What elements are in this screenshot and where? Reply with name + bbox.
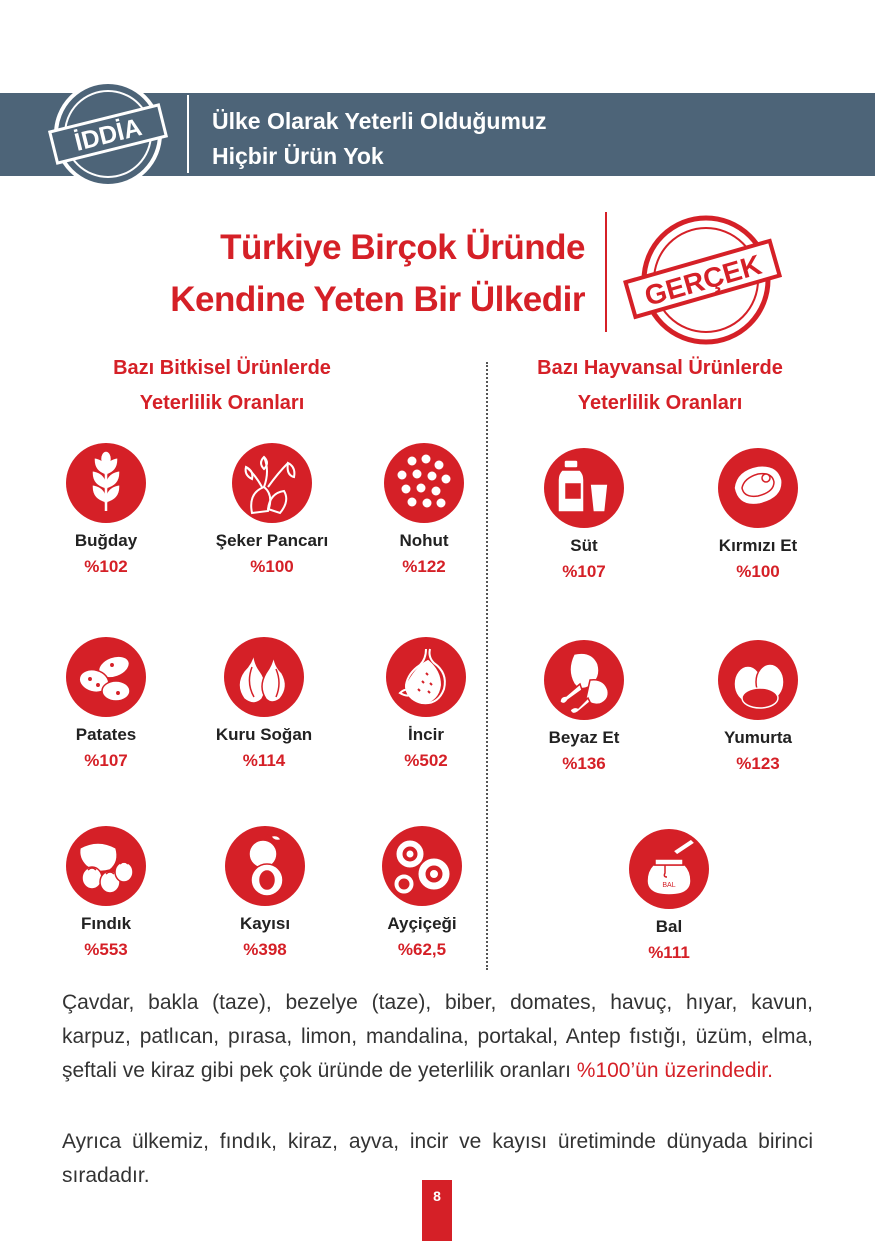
fig-icon [386,637,466,717]
svg-text:BAL: BAL [662,882,676,889]
egg-icon [718,640,798,720]
animal-item-honey: BAL Bal %111 [604,829,734,964]
milk-icon [544,448,624,528]
chickpea-icon [384,443,464,523]
animal-item-red-meat: Kırmızı Et %100 [693,448,823,583]
fact-line-1: Türkiye Birçok Üründe [220,228,585,267]
plant-item-sugar-beet: Şeker Pancarı %100 [207,443,337,578]
apricot-icon [225,826,305,906]
svg-text:İDDİA: İDDİA [71,113,145,157]
page-number: 8 [422,1180,452,1241]
plant-item-sunflower: Ayçiçeği %62,5 [357,826,487,961]
animal-item-egg: Yumurta %123 [693,640,823,775]
plant-item-onion: Kuru Soğan %114 [199,637,329,772]
claim-line-2: Hiçbir Ürün Yok [212,143,384,169]
banner-divider [187,95,189,173]
iddia-stamp-icon [48,78,168,190]
hazelnut-icon [66,826,146,906]
plant-item-hazelnut: Fındık %553 [41,826,171,961]
honey-icon [629,829,709,909]
paragraph-1: Çavdar, bakla (taze), bezelye (taze), biber, domates, havuç, hıyar, kavun, karpuz, patlıcan, pırasa, limon, mandalina, portakal, Antep fıstığı, üzüm, elma, şeftali ve kiraz gibi pek çok üründe de yeterlilik oranları %100’ün üzerindedir. [62,991,813,1082]
animal-item-chicken: Beyaz Et %136 [519,640,649,775]
paragraph-1-highlight: %100’ün üzerindedir. [576,1059,773,1082]
plant-item-fig: İncir %502 [361,637,491,772]
plant-item-potato: Patates %107 [41,637,171,772]
claim-text [212,104,546,174]
sugar-beet-icon [232,443,312,523]
animal-section-title: Bazı Hayvansal Ürünlerde Yeterlilik Oranları [537,357,783,414]
fact-line-2: Kendine Yeten Bir Ülkedir [170,280,585,319]
wheat-icon [66,443,146,523]
paragraph-2: Ayrıca ülkemiz, fındık, kiraz, ayva, incir ve kayısı üretiminde dünyada birinci sıradadır. [62,1130,813,1187]
claim-line-1: Ülke Olarak Yeterli Olduğumuz [212,108,547,134]
svg-text:GERÇEK: GERÇEK [641,248,765,312]
fact-headline [170,222,585,326]
chicken-icon [544,640,624,720]
onion-icon [224,637,304,717]
plant-item-wheat: Buğday %102 [41,443,171,578]
gercek-stamp-icon [622,208,782,348]
plant-item-chickpea: Nohut %122 [359,443,489,578]
fact-divider [605,212,607,332]
potato-icon [66,637,146,717]
plant-item-apricot: Kayısı %398 [200,826,330,961]
red-meat-icon [718,448,798,528]
sunflower-icon [382,826,462,906]
animal-item-milk: Süt %107 [519,448,649,583]
plant-section-title: Bazı Bitkisel Ürünlerde Yeterlilik Oranları [113,357,331,414]
